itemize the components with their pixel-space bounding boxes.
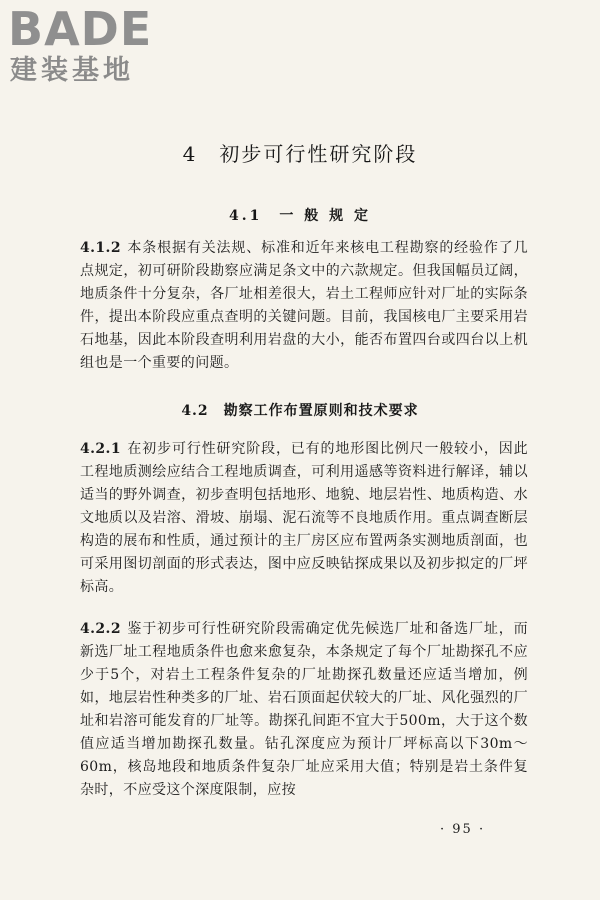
paragraph-text: 在初步可行性研究阶段，已有的地形图比例尺一般较小，因此工程地质测绘应结合工程地质调查，可利用遥感等资料进行解译，辅以适当的野外调查，初步查明包括地形、地貌、地层岩性、地质构造、水文地质以及岩溶、滑坡、崩塌、泥石流等不良地质作用。重点调查断层构造的展布和性质，通过预计的主厂房区应布置两条实测地质剖面，也可采用图切剖面的形式表达，图中应反映钻探成果以及初步拟定的厂坪标高。 — [80, 441, 528, 595]
logo-chinese-text: 建装基地 — [10, 55, 134, 86]
logo-letter-d: D — [80, 2, 120, 56]
logo — [8, 4, 178, 94]
paragraph-4-2-2 — [80, 618, 528, 802]
paragraph-text: 鉴于初步可行性研究阶段需确定优先候选厂址和备选厂址，而新选厂址工程地质条件也愈来愈复杂，本条规定了每个厂址勘探孔不应少于5个，对岩土工程条件复杂的厂址勘探孔数量还应适当增加，例如，地层岩性种类多的厂址、岩石顶面起伏较大的厂址、风化强烈的厂址和岩溶可能发育的厂址等。勘探孔间距不宜大于500m，大于这个数值应适当增加勘探孔数量。钻孔深度应为预计厂坪标高以下30m～60m，核岛地段和地质条件复杂厂址应采用大值；特别是岩土条件复杂时，不应受这个深度限制，应按 — [80, 621, 528, 798]
section-title-4-2: 4.2 勘察工作布置原则和技术要求 — [181, 403, 419, 419]
logo-letter-a: A — [44, 2, 81, 56]
paragraph-text: 本条根据有关法规、标准和近年来核电工程勘察的经验作了几点规定，初可研阶段勘察应满足条文中的六款规定。但我国幅员辽阔，地质条件十分复杂，各厂址相差很大，岩土工程师应针对厂址的实际条件，提出本阶段应重点查明的关键问题。目前，我国核电厂主要采用岩石地基，因此本阶段查明利用岩盘的大小，能否布置四台或四台以上机组也是一个重要的问题。 — [80, 240, 528, 371]
clause-number: 4.2.2 — [80, 621, 121, 637]
logo-letter-e: E — [119, 2, 153, 56]
clause-number: 4.2.1 — [80, 441, 121, 457]
paragraph-4-1-2 — [80, 237, 528, 375]
chapter-title: 4 初步可行性研究阶段 — [182, 142, 418, 166]
paragraph-4-2-1 — [80, 438, 528, 599]
section-title-4-1: 4.1 一 般 规 定 — [229, 208, 371, 224]
clause-number: 4.1.2 — [80, 240, 121, 256]
logo-wordmark — [8, 4, 178, 54]
logo-letter-b: B — [8, 2, 45, 56]
page-number: · 95 · — [440, 822, 486, 837]
